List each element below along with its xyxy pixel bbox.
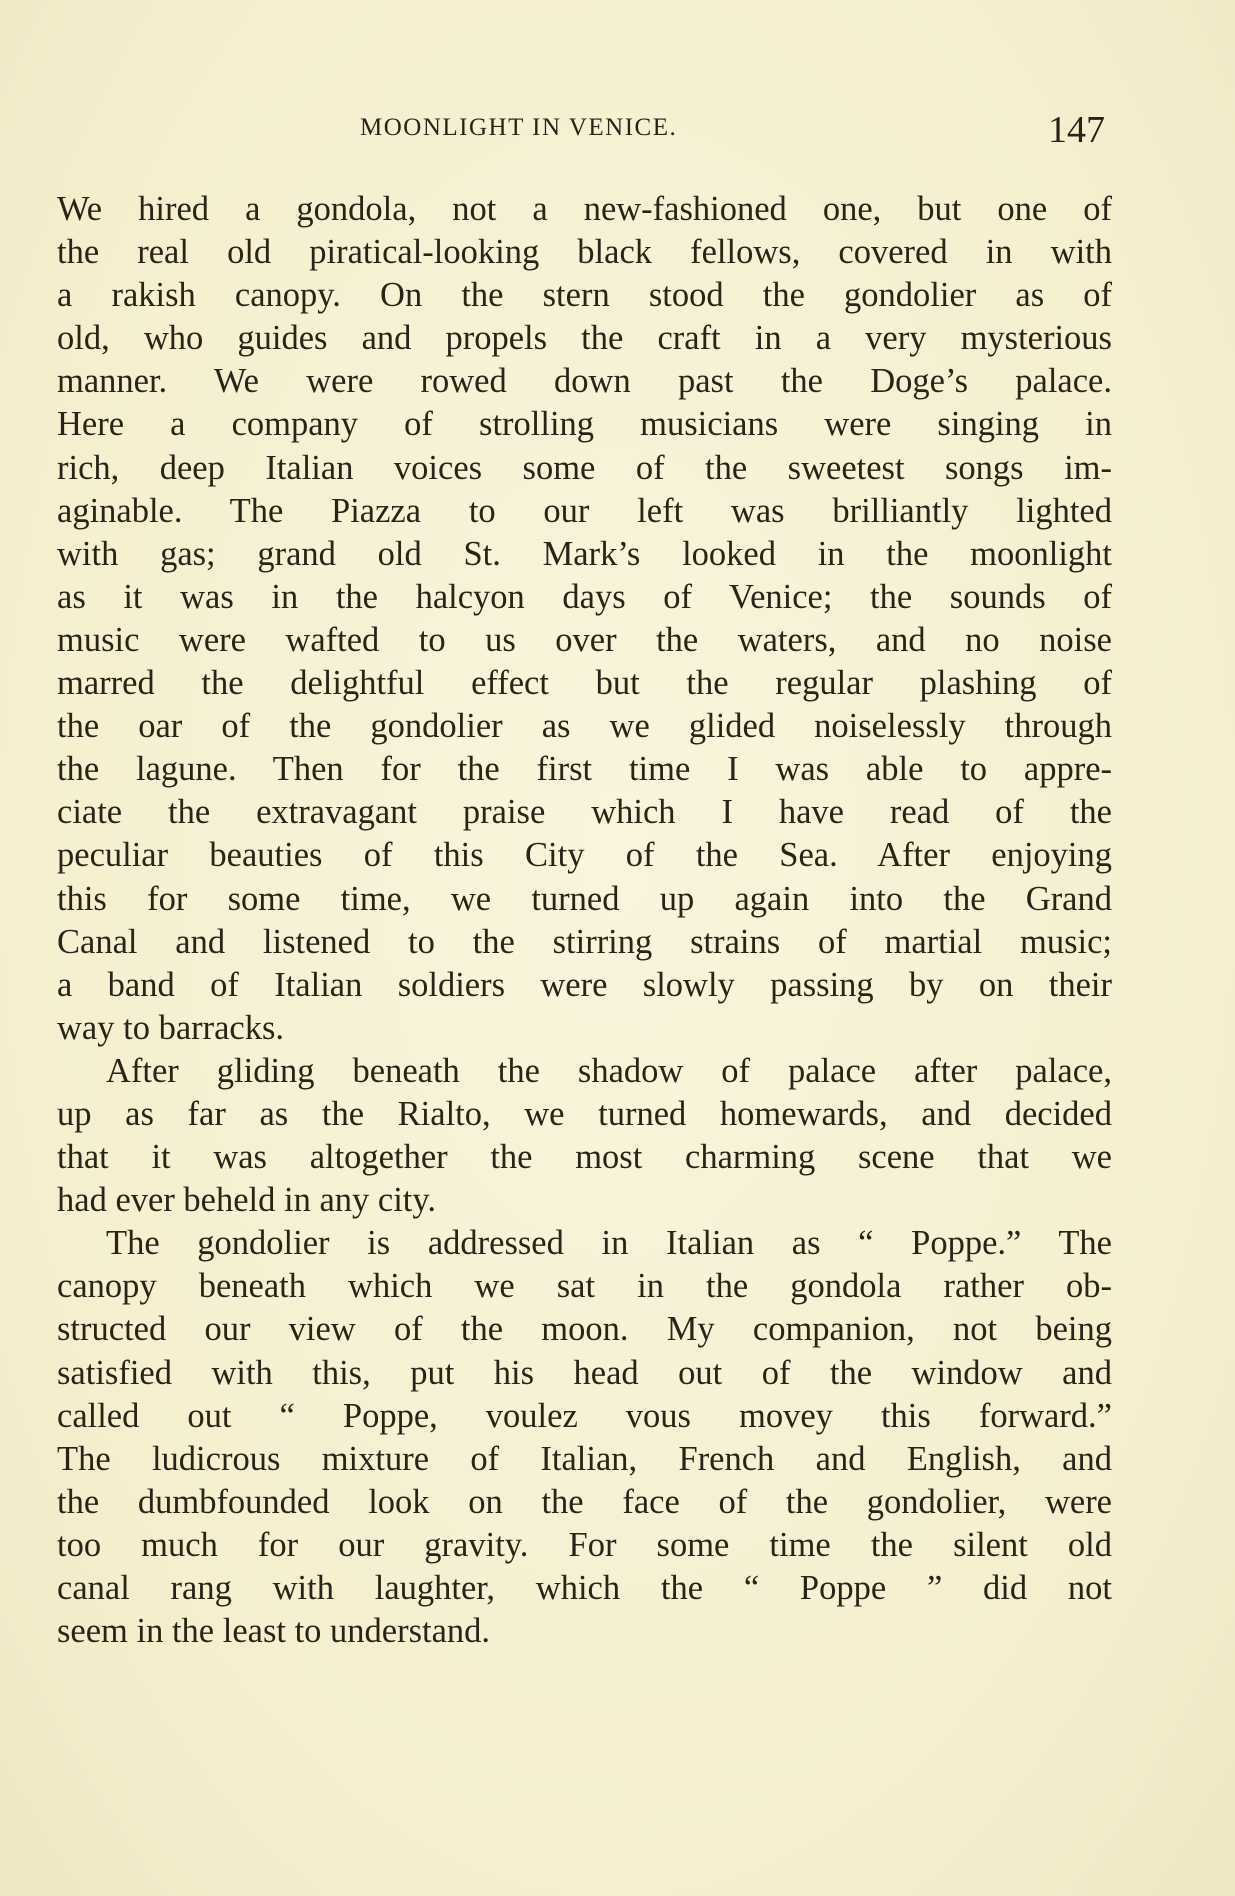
chapter-title: MOONLIGHT IN VENICE. [360,114,678,141]
text-line-paragraph-end: had ever beheld in any city. [57,1181,437,1220]
text-line: with gas; grand old St. Mark’s looked in the moonlight [57,534,1112,573]
text-line: music were wafted to us over the waters, and no noise [57,620,1112,659]
text-line: satisfied with this, put his head out of the window and [57,1353,1112,1392]
text-line: canal rang with laughter, which the “ Poppe ” did not [57,1569,1112,1607]
text-line: too much for our gravity. For some time the silent old [57,1525,1112,1564]
text-line: the lagune. Then for the first time I was able to appre- [57,750,1112,789]
text-line: Canal and listened to the stirring strains of martial music; [57,922,1112,961]
page-number: 147 [1048,109,1105,151]
text-line: called out “ Poppe, voulez vous movey this forward.” [57,1396,1112,1435]
text-line: peculiar beauties of this City of the Sea. After enjoying [57,836,1112,875]
text-line: a band of Italian soldiers were slowly passing by on their [57,965,1112,1004]
text-line: ciate the extravagant praise which I have read of the [57,793,1112,832]
text-line: Here a company of strolling musicians were singing in [57,405,1112,444]
text-line: rich, deep Italian voices some of the sweetest songs im- [57,448,1112,487]
body-text [57,188,1112,1653]
text-line: as it was in the halcyon days of Venice; the sounds of [57,577,1112,616]
text-line: canopy beneath which we sat in the gondola rather ob- [57,1267,1112,1306]
text-line: that it was altogether the most charming scene that we [57,1138,1112,1177]
text-line: the oar of the gondolier as we glided noiselessly through [57,707,1112,746]
text-line-paragraph-end: seem in the least to understand. [57,1612,491,1651]
text-line: the real old piratical-looking black fellows, covered in with [57,233,1112,272]
text-line-paragraph-start: After gliding beneath the shadow of palace after palace, [106,1051,1112,1090]
running-head [0,108,1235,152]
text-line: the dumbfounded look on the face of the gondolier, were [57,1482,1112,1521]
text-line-paragraph-end: way to barracks. [57,1008,285,1047]
text-line-paragraph-start: The gondolier is addressed in Italian as “ Poppe.” The [106,1224,1112,1263]
text-line: this for some time, we turned up again into the Grand [57,879,1112,918]
text-line: structed our view of the moon. My companion, not being [57,1310,1112,1349]
text-line: a rakish canopy. On the stern stood the gondolier as of [57,276,1112,315]
text-line: up as far as the Rialto, we turned homewards, and decided [57,1094,1112,1133]
text-line: aginable. The Piazza to our left was brilliantly lighted [57,491,1112,530]
text-line: manner. We were rowed down past the Doge’s palace. [57,362,1112,401]
text-line: We hired a gondola, not a new-fashioned one, but one of [57,190,1112,228]
text-line: marred the delightful effect but the regular plashing of [57,664,1112,703]
text-line: old, who guides and propels the craft in a very mysterious [57,319,1112,358]
text-line: The ludicrous mixture of Italian, French and English, and [57,1439,1112,1478]
